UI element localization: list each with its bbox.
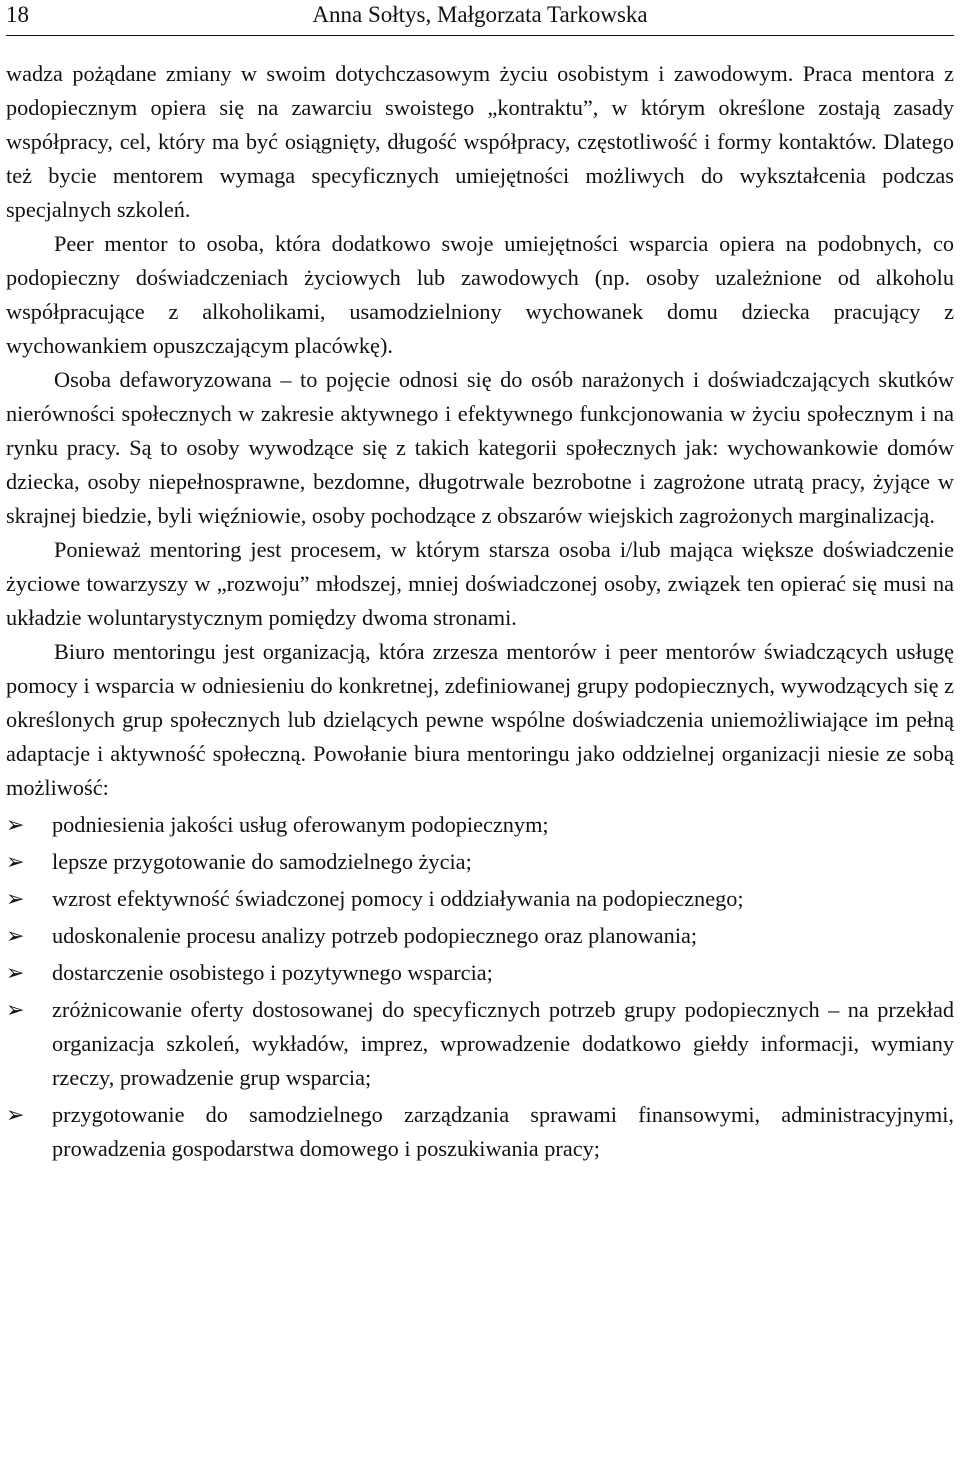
page-number: 18 — [6, 2, 29, 27]
list-item-text: przygotowanie do samodzielnego zarządzania sprawami finansowymi, administracyjnymi, prowadzenia gospodarstwa domowego i poszukiwania pracy; — [52, 1102, 954, 1161]
list-item — [6, 808, 954, 842]
list-item-text: lepsze przygotowanie do samodzielnego życia; — [52, 849, 472, 874]
page-header — [6, 0, 954, 34]
paragraph: Peer mentor to osoba, która dodatkowo swoje umiejętności wsparcia opiera na podobnych, co podopieczny doświadczeniach życiowych lub zawodowych (np. osoby uzależnione od alkoholu współpracujące z alkoholikami, usamodzielniony wychowanek domu dziecka pracujący z wychowankiem opuszczającym placówkę). — [6, 231, 954, 358]
paragraph: Ponieważ mentoring jest procesem, w którym starsza osoba i/lub mająca większe doświadczenie życiowe towarzyszy w „rozwoju” młodszej, mniej doświadczonej osoby, związek ten opierać się musi na układzie woluntarystycznym pomiędzy dwoma stronami. — [6, 537, 954, 630]
list-item-text: dostarczenie osobistego i pozytywnego wsparcia; — [52, 960, 493, 985]
arrow-bullet-icon: ➢ — [6, 997, 25, 1022]
list-item — [6, 845, 954, 879]
list-item — [6, 919, 954, 953]
list-item-text: udoskonalenie procesu analizy potrzeb podopiecznego oraz planowania; — [52, 923, 698, 948]
running-title: Anna Sołtys, Małgorzata Tarkowska — [312, 2, 648, 27]
list-item-text: zróżnicowanie oferty dostosowanej do specyficznych potrzeb grupy podopiecznych – na przekład organizacja szkoleń, wykładów, imprez, wprowadzenie dodatkowo giełdy informacji, wymiany rzeczy, prowadzenie grup wsparcia; — [52, 997, 954, 1090]
document-page — [6, 0, 954, 1161]
header-rule — [6, 35, 954, 36]
list-item — [6, 993, 954, 1095]
arrow-bullet-icon: ➢ — [6, 886, 25, 911]
arrow-bullet-icon: ➢ — [6, 960, 25, 985]
list-item-text: wzrost efektywność świadczonej pomocy i oddziaływania na podopiecznego; — [52, 886, 744, 911]
list-item — [6, 956, 954, 990]
paragraph: Osoba defaworyzowana – to pojęcie odnosi się do osób narażonych i doświadczających skutków nierówności społecznych w zakresie aktywnego i efektywnego funkcjonowania w życiu społecznym i na rynku pracy. Są to osoby wywodzące się z takich kategorii społecznych jak: wychowankowie domów dziecka, osoby niepełnosprawne, bezdomne, długotrwale bezrobotne i zagrożone utratą pracy, żyjące w skrajnej biedzie, byli więźniowie, osoby pochodzące z obszarów wiejskich zagrożonych marginalizacją. — [6, 367, 954, 528]
arrow-bullet-icon: ➢ — [6, 849, 25, 874]
list-item — [6, 1098, 954, 1166]
paragraph: wadza pożądane zmiany w swoim dotychczasowym życiu osobistym i zawodowym. Praca mentora z podopiecznym opiera się na zawarciu swoistego „kontraktu”, w którym określone zostają zasady współpracy, cel, który ma być osiągnięty, długość współpracy, częstotliwość i formy kontaktów. Dlatego też bycie mentorem wymaga specyficznych umiejętności możliwych do wykształcenia podczas specjalnych szkoleń. — [6, 61, 954, 222]
list-item — [6, 882, 954, 916]
arrow-bullet-icon: ➢ — [6, 923, 25, 948]
paragraph: Biuro mentoringu jest organizacją, która zrzesza mentorów i peer mentorów świadczących usługę pomocy i wsparcia w odniesieniu do konkretnej, zdefiniowanej grupy podopiecznych, wywodzących się z określonych grup społecznych lub dzielących pewne wspólne doświadczenia uniemożliwiające im pełną adaptacje i aktywność społeczną. Powołanie biura mentoringu jako oddzielnej organizacji niesie ze sobą możliwość: — [6, 639, 954, 800]
list-item-text: podniesienia jakości usług oferowanym podopiecznym; — [52, 812, 549, 837]
bullet-list — [6, 808, 954, 1166]
arrow-bullet-icon: ➢ — [6, 812, 25, 837]
body-text — [6, 57, 954, 1166]
arrow-bullet-icon: ➢ — [6, 1102, 25, 1127]
